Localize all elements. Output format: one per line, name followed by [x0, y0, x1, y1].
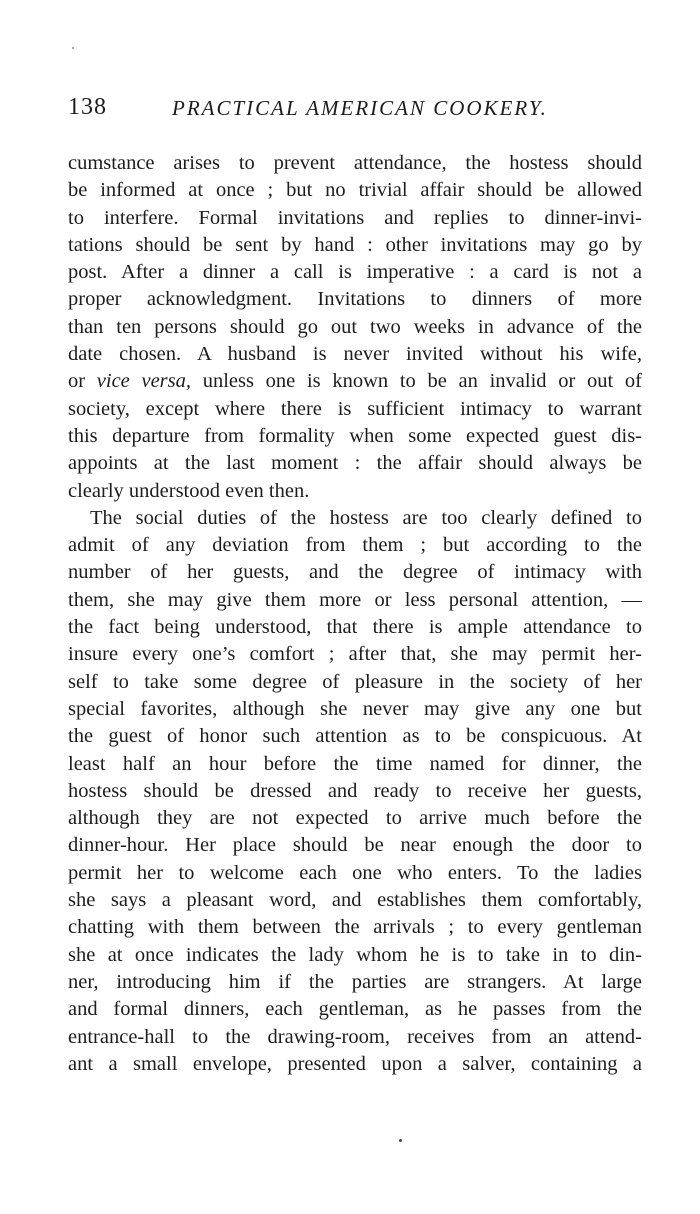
text-line: she at once indicates the lady whom he is to take in to din- [68, 943, 642, 966]
italic-phrase: vice versa, [96, 370, 192, 393]
page-speck [72, 47, 74, 49]
text-line: ant a small envelope, presented upon a salver, containing a [68, 1052, 642, 1075]
text-line: she says a pleasant word, and establishes them comfortably, [68, 889, 642, 912]
text-line: entrance-hall to the drawing-room, receives from an attend- [68, 1025, 642, 1048]
text-line: admit of any deviation from them ; but according to the [68, 534, 642, 557]
text-line: hostess should be dressed and ready to receive her guests, [68, 779, 642, 802]
text-line: the fact being understood, that there is ample attendance to [68, 616, 642, 639]
text-line: this departure from formality when some expected guest dis- [68, 424, 642, 447]
text-line: date chosen. A husband is never invited without his wife, [68, 343, 642, 366]
text-line: them, she may give them more or less personal attention, — [68, 588, 642, 611]
text-line: tations should be sent by hand : other invitations may go by [68, 233, 642, 256]
text-line: cumstance arises to prevent attendance, the hostess should [68, 152, 642, 174]
text-fragment: unless one is known to be an invalid or out of [202, 370, 642, 393]
page-number: 138 [68, 94, 107, 120]
text-line: post. After a dinner a call is imperative : a card is not a [68, 261, 642, 284]
text-line: society, except where there is sufficient intimacy to warrant [68, 397, 642, 420]
paragraph-first-line: The social duties of the hostess are too clearly defined to [90, 506, 642, 529]
text-line: proper acknowledgment. Invitations to dinners of more [68, 288, 642, 311]
page-speck [399, 1139, 402, 1142]
running-title: PRACTICAL AMERICAN COOKERY. [172, 96, 548, 120]
text-line: and formal dinners, each gentleman, as he passes from the [68, 998, 642, 1021]
text-line: special favorites, although she never may give any one but [68, 697, 642, 720]
text-fragment: or [68, 370, 86, 393]
text-line: permit her to welcome each one who enters. To the ladies [68, 861, 642, 884]
text-line: self to take some degree of pleasure in the society of her [68, 670, 642, 693]
body-text [68, 150, 642, 1078]
text-line: insure every one’s comfort ; after that, she may permit her- [68, 643, 642, 666]
text-line: number of her guests, and the degree of intimacy with [68, 561, 642, 584]
paragraph-last-line: clearly understood even then. [68, 479, 310, 502]
text-line: be informed at once ; but no trivial affair should be allowed [68, 179, 642, 202]
text-line: least half an hour before the time named for dinner, the [68, 752, 642, 775]
text-line: dinner-hour. Her place should be near enough the door to [68, 834, 642, 857]
text-line: appoints at the last moment : the affair should always be [68, 452, 642, 475]
page-header [68, 94, 628, 126]
text-line: the guest of honor such attention as to be conspicuous. At [68, 725, 642, 748]
text-line-with-italic [68, 368, 642, 395]
text-line: than ten persons should go out two weeks in advance of the [68, 315, 642, 338]
text-line: to interfere. Formal invitations and replies to dinner-invi- [68, 206, 642, 229]
text-line: chatting with them between the arrivals ; to every gentleman [68, 916, 642, 939]
text-line: ner, introducing him if the parties are strangers. At large [68, 970, 642, 993]
text-line: although they are not expected to arrive much before the [68, 807, 642, 830]
